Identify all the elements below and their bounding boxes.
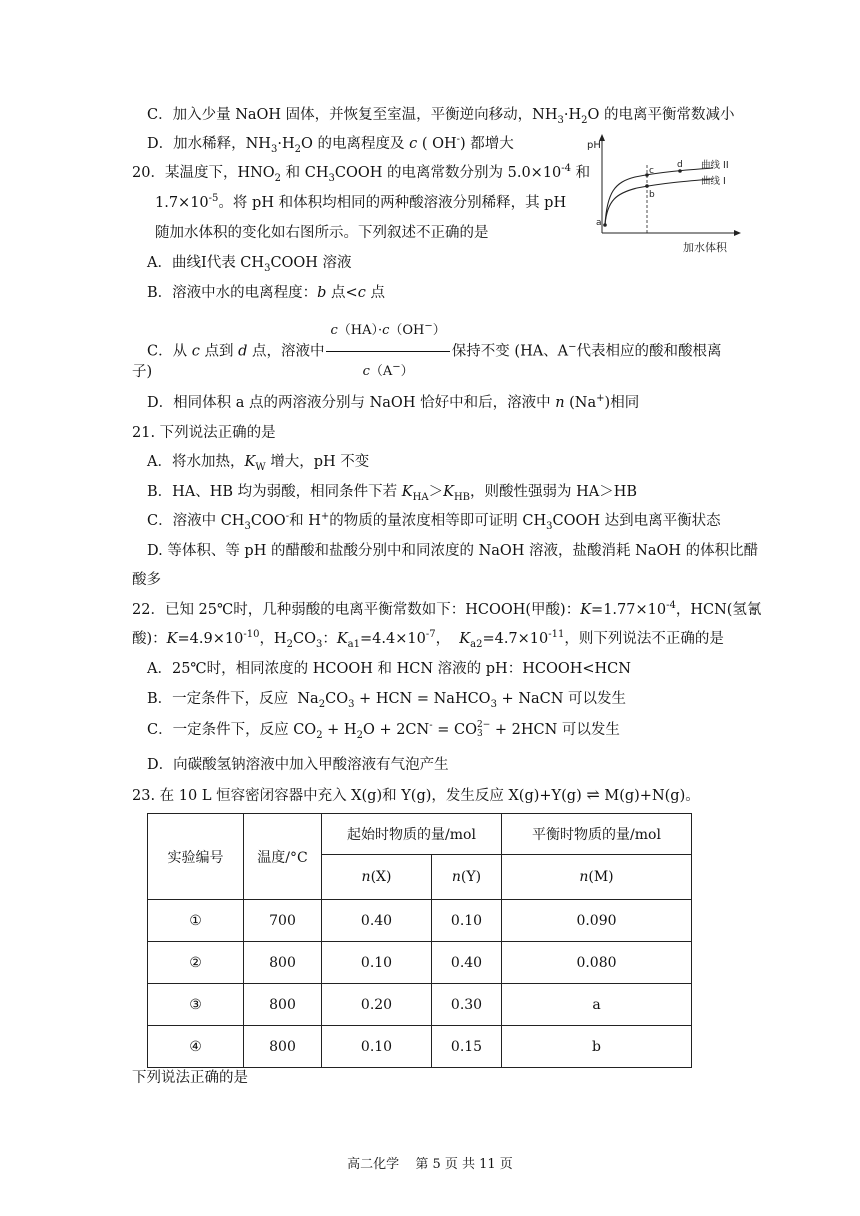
curve-1-label: 曲线 I bbox=[701, 176, 726, 187]
page-footer bbox=[0, 1153, 860, 1172]
cell-temp: 800 bbox=[244, 942, 322, 984]
q19-option-d: D．加水稀释，$NH_3\cdot H_2O$ 的电离程度及 c ( OH-) 都增大 bbox=[147, 134, 514, 155]
table-row bbox=[148, 1026, 692, 1068]
cell-ny: 0.10 bbox=[432, 900, 502, 942]
label-b: b bbox=[649, 190, 655, 200]
header-temperature: 温度/°C bbox=[244, 814, 322, 900]
cell-nm: 0.090 bbox=[502, 900, 692, 942]
q22-option-d: D．向碳酸氢钠溶液中加入甲酸溶液有气泡产生 bbox=[147, 757, 449, 773]
q20-option-a: A．曲线Ⅰ代表 $CH_3COOH$ 溶液 bbox=[147, 255, 352, 274]
q21-option-d: D. 等体积、等 pH 的醋酸和盐酸分别中和同浓度的 NaOH 溶液，盐酸消耗 NaOH 的体积比醋 bbox=[147, 543, 759, 559]
cell-nx: 0.10 bbox=[322, 942, 432, 984]
q20-option-d: D．相同体积 a 点的两溶液分别与 NaOH 恰好中和后，溶液中 n (Na+)相同 bbox=[147, 393, 640, 411]
cell-temp: 700 bbox=[244, 900, 322, 942]
cell-exp: ① bbox=[148, 900, 244, 942]
table-row bbox=[148, 900, 692, 942]
x-axis-label: 加水体积 bbox=[683, 241, 727, 254]
footer-page-number: 第 5 页 共 11 页 bbox=[415, 1157, 513, 1172]
subheader-ny: n(Y) bbox=[432, 855, 502, 900]
cell-nx: 0.40 bbox=[322, 900, 432, 942]
q20-option-b: B．溶液中水的电离程度：b 点<c 点 bbox=[147, 285, 385, 301]
q20-option-c-cont: 子) bbox=[132, 364, 153, 380]
q21-option-a: A．将水加热，$K_W$ 增大，pH 不变 bbox=[147, 454, 370, 473]
header-equilibrium-amount: 平衡时物质的量/mol bbox=[502, 814, 692, 855]
cell-ny: 0.30 bbox=[432, 984, 502, 1026]
point-a bbox=[603, 223, 607, 227]
curve-1 bbox=[605, 179, 713, 225]
curve-2 bbox=[605, 168, 713, 225]
q21-stem: 21. 下列说法正确的是 bbox=[132, 425, 276, 441]
q22-option-c: C．一定条件下，反应 $CO_2 + H_2O + 2CN^-$ = CO 2− 3 + 2HCN 可以发生 bbox=[147, 720, 620, 741]
cell-nx: 0.10 bbox=[322, 1026, 432, 1068]
cell-temp: 800 bbox=[244, 1026, 322, 1068]
ph-dilution-graph bbox=[585, 130, 745, 260]
experiment-table bbox=[147, 813, 692, 1068]
label-c: c bbox=[649, 166, 654, 176]
q22-option-a: A．25℃时，相同浓度的 HCOOH 和 HCN 溶液的 pH：HCOOH<HCN bbox=[147, 661, 631, 677]
header-initial-amount: 起始时物质的量/mol bbox=[322, 814, 502, 855]
table-row bbox=[148, 984, 692, 1026]
table-row bbox=[148, 942, 692, 984]
cell-temp: 800 bbox=[244, 984, 322, 1026]
q19-option-c: C．加入少量 NaOH 固体，并恢复至室温，平衡逆向移动，$NH_3\cdot H_2O$ 的电离平衡常数减小 bbox=[147, 107, 735, 126]
q23-stem: 23. 在 10 L 恒容密闭容器中充入 X(g)和 Y(g)，发生反应 X(g)+Y(g) ⇌ M(g)+N(g)。 bbox=[132, 785, 700, 804]
label-a: a bbox=[596, 218, 602, 228]
cell-exp: ④ bbox=[148, 1026, 244, 1068]
cell-exp: ② bbox=[148, 942, 244, 984]
curve-2-label: 曲线 II bbox=[701, 160, 729, 171]
footer-subject: 高二化学 bbox=[347, 1157, 400, 1172]
q22-stem-line1: 22．已知 25℃时，几种弱酸的电离平衡常数如下：HCOOH(甲酸)：$K=1.77\times 10^{-4}$，HCN(氢氰 bbox=[132, 600, 762, 618]
q22-stem-line2: 酸)：$K=4.9\times 10^{-10}$，$H_2CO_3$：$K_{a1}=4.4\times 10^{-7}$， $K_{a2}=4.7\times 10^{-11}$，则下列说法不正确的是 bbox=[132, 629, 724, 650]
header-experiment-no: 实验编号 bbox=[148, 814, 244, 900]
cell-ny: 0.40 bbox=[432, 942, 502, 984]
y-axis-label: pH bbox=[587, 140, 601, 151]
q20-stem-line1: 20．某温度下，$HNO_2$ 和 $CH_3COOH$ 的电离常数分别为 $5.0\times 10^{-4}$ 和 bbox=[132, 163, 591, 184]
q20-stem-line3: 随加水体积的变化如右图所示。下列叙述不正确的是 bbox=[155, 225, 489, 241]
q20-fraction: $\frac{c(HA)\cdot c(OH^-)}{c(A^-)}$ bbox=[326, 312, 449, 391]
q23-followup: 下列说法正确的是 bbox=[132, 1070, 248, 1086]
cell-nm: 0.080 bbox=[502, 942, 692, 984]
q21-option-b: B．HA、HB 均为弱酸，相同条件下若 $K_{HA}>K_{HB}$，则酸性强弱为 HA＞HB bbox=[147, 484, 638, 503]
cell-nx: 0.20 bbox=[322, 984, 432, 1026]
q20-option-c: C．从 c 点到 d 点，溶液中 $\frac{c(HA)\cdot c(OH^-)}{c(A^-)}$ 保持不变 (HA、A−代表相应的酸和酸根离 bbox=[147, 312, 722, 391]
label-d: d bbox=[677, 160, 683, 170]
cell-nm: b bbox=[502, 1026, 692, 1068]
subheader-nx: n(X) bbox=[322, 855, 432, 900]
cell-exp: ③ bbox=[148, 984, 244, 1026]
q21-option-d-cont: 酸多 bbox=[132, 572, 161, 588]
cell-nm: a bbox=[502, 984, 692, 1026]
cell-ny: 0.15 bbox=[432, 1026, 502, 1068]
subheader-nm: n(M) bbox=[502, 855, 692, 900]
point-b bbox=[645, 184, 649, 188]
q20-stem-line2: $1.7\times 10^{-5}$。将 pH 和体积均相同的两种酸溶液分别稀释，其 pH bbox=[155, 193, 567, 211]
q22-option-b: B．一定条件下，反应 $Na_2CO_3$ + HCN = NaHCO$_3$ + NaCN 可以发生 bbox=[147, 691, 627, 710]
q21-option-c: C．溶液中 $CH_3COO^-$和 H+的物质的量浓度相等即可证明 $CH_3COOH$ 达到电离平衡状态 bbox=[147, 511, 721, 532]
